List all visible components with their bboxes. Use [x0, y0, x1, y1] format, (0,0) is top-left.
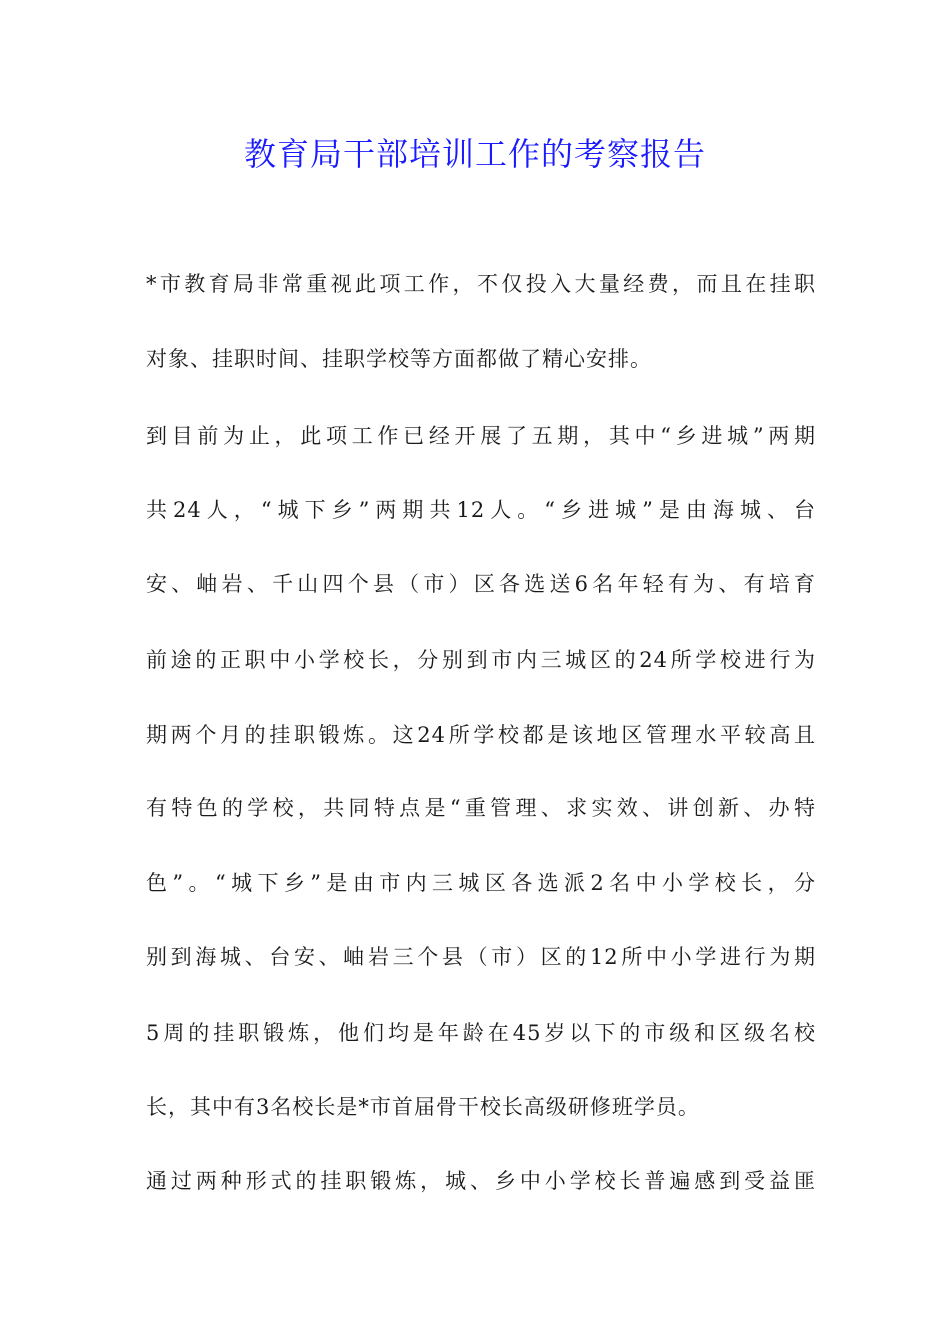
paragraph-line: 色”。“城下乡”是由市内三城区各选派2名中小学校长，分 — [146, 871, 816, 895]
paragraph-line: 别到海城、台安、岫岩三个县（市）区的12所中小学进行为期 — [146, 945, 816, 969]
paragraph-line: 到目前为止，此项工作已经开展了五期，其中“乡进城”两期 — [146, 424, 816, 448]
paragraph-line: 通过两种形式的挂职锻炼，城、乡中小学校长普遍感到受益匪 — [146, 1169, 816, 1193]
paragraph-line: 5周的挂职锻炼，他们均是年龄在45岁以下的市级和区级名校 — [146, 1021, 816, 1045]
paragraph-line: 长，其中有3名校长是*市首届骨干校长高级研修班学员。 — [146, 1095, 700, 1119]
paragraph-line: 安、岫岩、千山四个县（市）区各选送6名年轻有为、有培育 — [146, 572, 816, 596]
document-title: 教育局干部培训工作的考察报告 — [243, 135, 706, 173]
paragraph-line: 前途的正职中小学校长，分别到市内三城区的24所学校进行为 — [146, 648, 816, 672]
paragraph-line: *市教育局非常重视此项工作，不仅投入大量经费，而且在挂职 — [146, 272, 816, 296]
paragraph-line: 共24人，“城下乡”两期共12人。“乡进城”是由海城、台 — [146, 498, 816, 522]
paragraph-line: 对象、挂职时间、挂职学校等方面都做了精心安排。 — [146, 347, 652, 371]
paragraph-line: 有特色的学校，共同特点是“重管理、求实效、讲创新、办特 — [146, 796, 816, 820]
paragraph-line: 期两个月的挂职锻炼。这24所学校都是该地区管理水平较高且 — [146, 723, 816, 747]
